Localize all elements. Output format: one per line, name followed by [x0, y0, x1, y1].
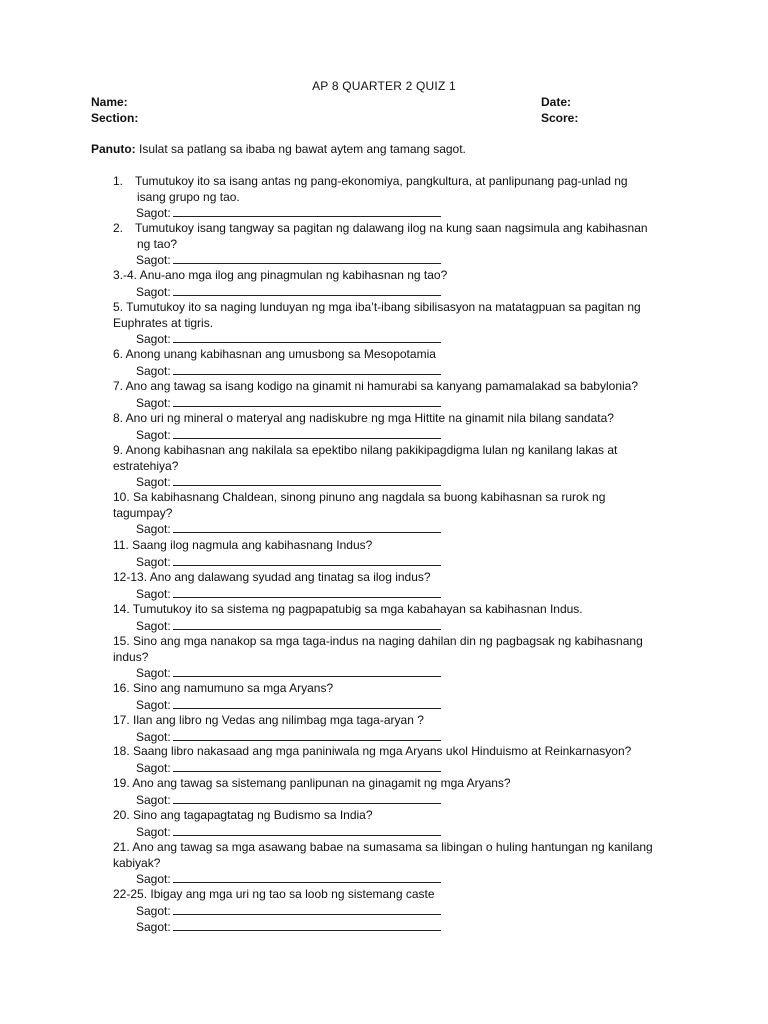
- answer-line[interactable]: Sagot:: [136, 903, 441, 920]
- answer-blank[interactable]: [173, 284, 441, 296]
- answer-blank[interactable]: [173, 760, 441, 772]
- score-label: Score:: [541, 111, 579, 125]
- answer-blank[interactable]: [173, 395, 441, 407]
- question-item: 2. Tumutukoy isang tangway sa pagitan ng dalawang ilog na kung saan nagsimula ang kabihasnan ng tao?: [113, 221, 648, 251]
- question-item: 3.-4. Anu-ano mga ilog ang pinagmulan ng kabihasnan ng tao?: [113, 268, 448, 282]
- question-item: 7. Ano ang tawag sa isang kodigo na ginamit ni hamurabi sa kanyang pamamalakad sa babylonia?: [113, 379, 639, 393]
- question-item: 9. Anong kabihasnan ang nakilala sa epektibo nilang pakikipagdigma lulan ng kanilang lakas at estratehiya?: [113, 443, 618, 473]
- answer-line[interactable]: Sagot:: [136, 792, 441, 809]
- answer-line[interactable]: Sagot:: [136, 618, 441, 635]
- answer-line[interactable]: Sagot:: [136, 697, 441, 714]
- question-item: 18. Saang libro nakasaad ang mga paniniwala ng mga Aryans ukol Hinduismo at Reinkarnasyon?: [113, 744, 632, 758]
- answer-line[interactable]: Sagot:: [136, 824, 441, 841]
- answer-line[interactable]: Sagot:: [136, 586, 441, 603]
- answer-line[interactable]: Sagot:: [136, 284, 441, 301]
- answer-blank[interactable]: [173, 697, 441, 709]
- answer-line[interactable]: Sagot:: [136, 363, 441, 380]
- answer-line[interactable]: Sagot:: [136, 554, 441, 571]
- answer-blank[interactable]: [173, 824, 441, 836]
- answer-blank[interactable]: [173, 427, 441, 439]
- answer-blank[interactable]: [173, 919, 441, 931]
- answer-line[interactable]: Sagot:: [136, 871, 441, 888]
- date-label: Date:: [541, 95, 572, 109]
- page-title: AP 8 QUARTER 2 QUIZ 1: [312, 79, 456, 93]
- answer-blank[interactable]: [173, 205, 441, 217]
- question-item: 10. Sa kabihasnang Chaldean, sinong pinuno ang nagdala sa buong kabihasnan sa rurok ng tagumpay?: [113, 490, 606, 520]
- answer-blank[interactable]: [173, 792, 441, 804]
- instructions-label: Panuto:: [91, 142, 136, 156]
- answer-blank[interactable]: [173, 474, 441, 486]
- answer-blank[interactable]: [173, 554, 441, 566]
- answer-line[interactable]: Sagot:: [136, 427, 441, 444]
- answer-blank[interactable]: [173, 252, 441, 264]
- question-item: 1. Tumutukoy ito sa isang antas ng pang-ekonomiya, pangkultura, at panlipunang pag-unlad ng isang grupo ng tao.: [113, 174, 628, 204]
- answer-line[interactable]: Sagot:: [136, 331, 441, 348]
- question-item: 11. Saang ilog nagmula ang kabihasnang Indus?: [113, 538, 373, 552]
- name-label: Name:: [91, 95, 128, 109]
- answer-blank[interactable]: [173, 363, 441, 375]
- instructions: [91, 142, 466, 156]
- question-item: 8. Ano uri ng mineral o materyal ang nadiskubre ng mga Hittite na ginamit nila bilang sandata?: [113, 411, 614, 425]
- question-item: 17. Ilan ang libro ng Vedas ang nilimbag mga taga-aryan ?: [113, 713, 424, 727]
- answer-line[interactable]: Sagot:: [136, 474, 441, 491]
- answer-line[interactable]: Sagot:: [136, 521, 441, 538]
- question-item: 12-13. Ano ang dalawang syudad ang tinatag sa ilog indus?: [113, 570, 431, 584]
- question-item: 14. Tumutukoy ito sa sistema ng pagpapatubig sa mga kabahayan sa kabihasnan Indus.: [113, 602, 583, 616]
- question-item: 20. Sino ang tagapagtatag ng Budismo sa India?: [113, 808, 373, 822]
- question-item: 16. Sino ang namumuno sa mga Aryans?: [113, 681, 334, 695]
- question-item: 15. Sino ang mga nanakop sa mga taga-indus na naging dahilan din ng pagbagsak ng kabihasnang indus?: [113, 634, 643, 664]
- question-item: 5. Tumutukoy ito sa naging lunduyan ng mga iba’t-ibang sibilisasyon na matatagpuan sa pagitan ng Euphrates at tigris.: [113, 300, 641, 330]
- answer-line[interactable]: Sagot:: [136, 729, 441, 746]
- section-label: Section:: [91, 111, 139, 125]
- instructions-text: Isulat sa patlang sa ibaba ng bawat aytem ang tamang sagot.: [135, 142, 466, 156]
- answer-blank[interactable]: [173, 521, 441, 533]
- answer-line[interactable]: Sagot:: [136, 760, 441, 777]
- answer-line[interactable]: Sagot:: [136, 395, 441, 412]
- answer-line[interactable]: Sagot:: [136, 252, 441, 269]
- answer-line[interactable]: Sagot:: [136, 205, 441, 222]
- answer-line[interactable]: Sagot:: [136, 665, 441, 682]
- answer-blank[interactable]: [173, 331, 441, 343]
- answer-blank[interactable]: [173, 586, 441, 598]
- question-item: 21. Ano ang tawag sa mga asawang babae na sumasama sa libingan o huling hantungan ng kanilang kabiyak?: [113, 840, 653, 870]
- answer-blank[interactable]: [173, 903, 441, 915]
- question-item: 22-25. Ibigay ang mga uri ng tao sa loob ng sistemang caste: [113, 887, 435, 901]
- answer-blank[interactable]: [173, 665, 441, 677]
- question-item: 19. Ano ang tawag sa sistemang panlipunan na ginagamit ng mga Aryans?: [113, 776, 511, 790]
- question-item: 6. Anong unang kabihasnan ang umusbong sa Mesopotamia: [113, 347, 436, 361]
- answer-line[interactable]: Sagot:: [136, 919, 441, 936]
- answer-blank[interactable]: [173, 729, 441, 741]
- answer-blank[interactable]: [173, 871, 441, 883]
- answer-blank[interactable]: [173, 618, 441, 630]
